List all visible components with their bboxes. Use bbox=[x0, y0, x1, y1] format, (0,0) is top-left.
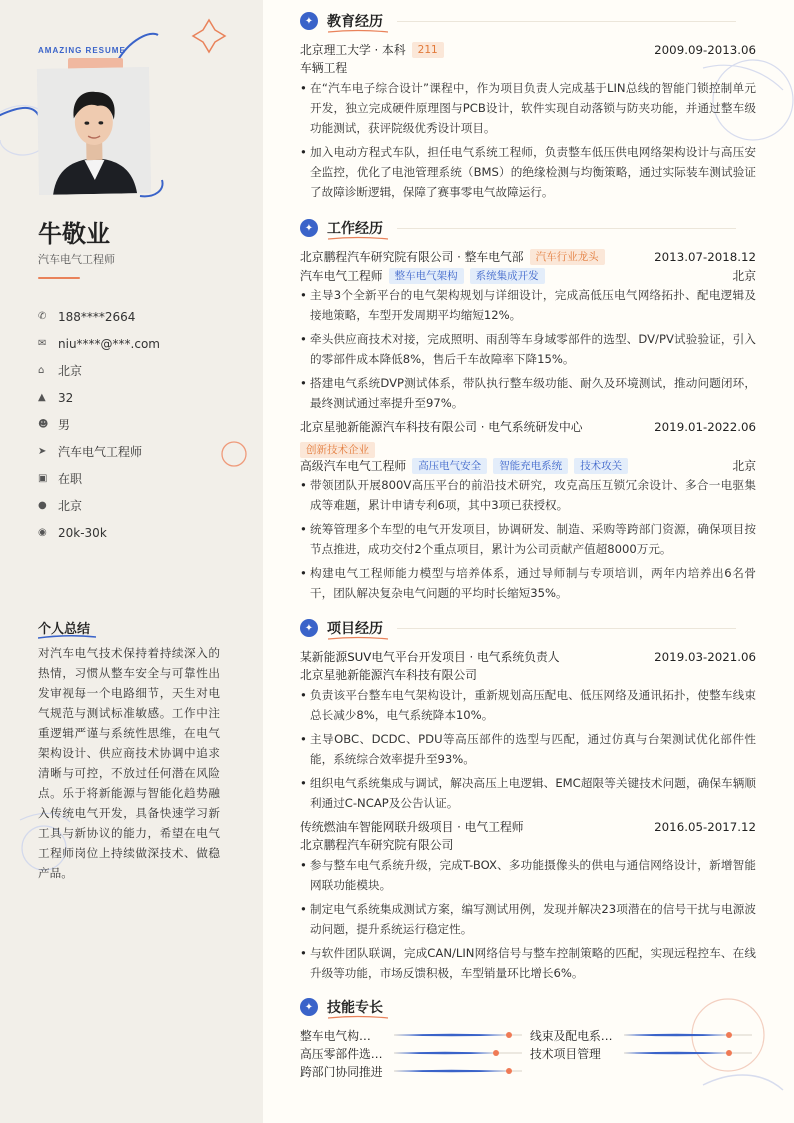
sparkle-icon: ✦ bbox=[300, 998, 318, 1016]
project-date: 2016.05-2017.12 bbox=[654, 819, 756, 834]
job-date: 2019.01-2022.06 bbox=[654, 419, 756, 434]
list-item: • 牵头供应商技术对接，完成照明、雨刮等车身域零部件的选型、DV/PV试验验证，引入的零部件成本降低8%，售后千车故障率下降15%。 bbox=[300, 329, 756, 369]
title-underline-decor bbox=[328, 1015, 388, 1020]
skill-fill bbox=[624, 1052, 729, 1055]
contact-status-text: 在职 bbox=[58, 472, 83, 486]
list-item: • 加入电动方程式车队，担任电气系统工程师，负责整车低压供电网络架构设计与高压安全监控，优化了电池管理系统（BMS）的绝缘检测与均衡策略，通过实际装车测试验证了故障诊断逻辑，保障了赛事零电气故障运行。 bbox=[300, 142, 756, 202]
list-item: • 统筹管理多个车型的电气开发项目，协调研发、制造、采购等跨部门资源，确保项目按节点推进，成功交付2个重点项目，累计为公司贡献产值超8000万元。 bbox=[300, 519, 756, 559]
skill-item bbox=[530, 1026, 752, 1044]
section-work-title: 工作经历 bbox=[327, 221, 383, 237]
job-skill-tag: 技术攻关 bbox=[574, 458, 628, 474]
job-company-tag: 创新技术企业 bbox=[300, 442, 375, 458]
contact-gender-text: 男 bbox=[58, 418, 71, 432]
send-icon: ➤ bbox=[38, 446, 47, 457]
avatar-illustration bbox=[37, 67, 151, 195]
section-education bbox=[300, 10, 756, 206]
contact-list bbox=[38, 303, 160, 546]
project-date: 2019.03-2021.06 bbox=[654, 649, 756, 664]
skill-bar bbox=[394, 1067, 522, 1075]
skill-level-dot bbox=[726, 1050, 732, 1056]
job-bullets bbox=[300, 475, 756, 603]
job-company-tag: 汽车行业龙头 bbox=[530, 249, 605, 265]
education-major: 车辆工程 bbox=[300, 61, 348, 75]
job-skill-tag: 智能充电系统 bbox=[493, 458, 568, 474]
education-tag: 211 bbox=[412, 42, 444, 58]
section-work bbox=[300, 217, 756, 607]
section-skills bbox=[300, 996, 417, 1018]
project-row bbox=[300, 647, 756, 666]
resume-tagline: AMAZING RESUME bbox=[38, 46, 126, 55]
skill-item bbox=[530, 1044, 752, 1062]
skill-fill bbox=[624, 1034, 729, 1037]
skill-label: 技术项目管理 bbox=[530, 1046, 601, 1061]
job-position: 高级汽车电气工程师 bbox=[300, 459, 407, 473]
job-skill-tag: 高压电气安全 bbox=[412, 458, 487, 474]
section-divider bbox=[397, 21, 736, 22]
project-org: 北京鹏程汽车研究院有限公司 bbox=[300, 838, 454, 852]
skill-item bbox=[300, 1062, 522, 1080]
job-bullets bbox=[300, 285, 756, 413]
list-item: • 带领团队开展800V高压平台的前沿技术研究，攻克高压互锁冗余设计、多合一电驱集成等难题，累计申请专利6项，其中3项已获授权。 bbox=[300, 475, 756, 515]
mail-icon: ✉ bbox=[38, 338, 47, 349]
list-item: • 负责该平台整车电气架构设计，重新规划高压配电、低压网络及通讯拓扑，使整车线束总长减少8%，电气系统降本10%。 bbox=[300, 685, 756, 725]
list-item: • 组织电气系统集成与调试，解决高压上电逻辑、EMC超限等关键技术问题，确保车辆顺利通过C-NCAP及公告认证。 bbox=[300, 773, 756, 813]
job-row bbox=[300, 247, 756, 266]
contact-location-text: 北京 bbox=[58, 499, 83, 513]
sidebar bbox=[0, 0, 263, 1123]
candidate-role: 汽车电气工程师 bbox=[38, 253, 115, 266]
skill-item bbox=[300, 1026, 522, 1044]
sparkle-icon: ✦ bbox=[300, 619, 318, 637]
summary-underline-decor bbox=[38, 634, 96, 640]
job-position-row bbox=[300, 456, 756, 475]
job-company: 北京星驰新能源汽车科技有限公司 · 电气系统研发中心 bbox=[300, 420, 583, 434]
job-city: 北京 bbox=[732, 269, 756, 283]
skill-bar bbox=[394, 1031, 522, 1039]
contact-home-text: 北京 bbox=[58, 364, 83, 378]
list-item: • 参与整车电气系统升级，完成T-BOX、多功能摄像头的供电与通信网络设计，新增智能网联功能模块。 bbox=[300, 855, 756, 895]
name-underline-decor bbox=[38, 277, 80, 280]
job-date: 2013.07-2018.12 bbox=[654, 249, 756, 264]
contact-age-text: 32 bbox=[58, 390, 74, 405]
phone-icon: ✆ bbox=[38, 311, 47, 322]
gender-icon: ☻ bbox=[38, 419, 49, 430]
job-skill-tag: 整车电气架构 bbox=[389, 268, 464, 284]
skill-bar bbox=[624, 1031, 752, 1039]
sparkle-icon: ✦ bbox=[300, 12, 318, 30]
candidate-name: 牛敬业 bbox=[38, 220, 110, 248]
project-name: 传统燃油车智能网联升级项目 · 电气工程师 bbox=[300, 820, 524, 834]
salary-icon: ◉ bbox=[38, 527, 47, 538]
project-bullets bbox=[300, 685, 756, 813]
list-item: • 主导OBC、DCDC、PDU等高压部件的选型与匹配，通过仿真与台架测试优化部件性能，系统综合效率提升至93%。 bbox=[300, 729, 756, 769]
profile-photo bbox=[38, 68, 150, 194]
skill-fill bbox=[394, 1034, 509, 1037]
section-skills-title: 技能专长 bbox=[327, 1000, 383, 1016]
education-date: 2009.09-2013.06 bbox=[654, 42, 756, 57]
section-projects bbox=[300, 617, 756, 987]
section-divider bbox=[397, 228, 736, 229]
briefcase-icon: ▣ bbox=[38, 473, 48, 484]
contact-email bbox=[38, 330, 160, 357]
title-underline-decor bbox=[328, 236, 388, 241]
job-position-row bbox=[300, 266, 756, 285]
list-item: • 制定电气系统集成测试方案，编写测试用例，发现并解决23项潜在的信号干扰与电源波动问题，提升系统运行稳定性。 bbox=[300, 899, 756, 939]
skill-label: 跨部门协同推进 bbox=[300, 1064, 383, 1079]
education-row bbox=[300, 40, 756, 59]
skill-fill bbox=[394, 1052, 496, 1055]
contact-phone-text: 188****2664 bbox=[58, 309, 136, 324]
job-company-tag-row bbox=[300, 436, 756, 456]
skill-level-dot bbox=[493, 1050, 499, 1056]
skill-bar bbox=[624, 1049, 752, 1057]
job-row bbox=[300, 417, 756, 436]
contact-home bbox=[38, 357, 160, 384]
project-name: 某新能源SUV电气平台开发项目 · 电气系统负责人 bbox=[300, 650, 560, 664]
list-item: • 搭建电气系统DVP测试体系，带队执行整车级功能、耐久及环境测试，推动问题闭环，最终测试通过率提升至97%。 bbox=[300, 373, 756, 413]
home-icon: ⌂ bbox=[38, 365, 45, 376]
project-row bbox=[300, 817, 756, 836]
main-content bbox=[263, 0, 794, 1123]
job-skill-tag: 系统集成开发 bbox=[470, 268, 545, 284]
project-org: 北京星驰新能源汽车科技有限公司 bbox=[300, 668, 477, 682]
skill-label: 线束及配电系… bbox=[530, 1028, 613, 1043]
cake-icon: ▲ bbox=[38, 392, 46, 403]
contact-salary bbox=[38, 519, 160, 546]
project-bullets bbox=[300, 855, 756, 983]
contact-gender bbox=[38, 411, 160, 438]
contact-status bbox=[38, 465, 160, 492]
skill-item bbox=[300, 1044, 522, 1062]
avatar bbox=[37, 67, 151, 195]
skill-label: 整车电气构… bbox=[300, 1028, 371, 1043]
skill-label: 高压零部件选… bbox=[300, 1046, 383, 1061]
location-icon: ● bbox=[38, 500, 47, 511]
contact-salary-text: 20k-30k bbox=[58, 525, 107, 540]
contact-email-text: niu****@***.com bbox=[58, 336, 160, 351]
list-item: • 在“汽车电子综合设计”课程中，作为项目负责人完成基于LIN总线的智能门锁控制单元开发，独立完成硬件原理图与PCB设计，软件实现自动落锁与防夹功能，并通过整车级功能测试，获评院级优秀设计项目。 bbox=[300, 78, 756, 138]
list-item: • 与软件团队联调，完成CAN/LIN网络信号与整车控制策略的匹配，实现远程控车、在线升级等功能，市场反馈积极，车型销量环比增长6%。 bbox=[300, 943, 756, 983]
job-city: 北京 bbox=[732, 459, 756, 473]
contact-location bbox=[38, 492, 160, 519]
contact-target-role-text: 汽车电气工程师 bbox=[58, 445, 143, 459]
skill-level-dot bbox=[506, 1068, 512, 1074]
summary-text: 对汽车电气技术保持着持续深入的热情，习惯从整车安全与可靠性出发审视每一个电路细节，天生对电气规范与测试标准敏感。工作中注重逻辑严谨与系统性思维，在电气架构设计、供应商技术协调中追求清晰与可控，不放过任何潜在风险点。乐于将新能源与智能化趋势融入传统电气开发，具备快速学习新工具与新协议的能力，希望在电气工程师岗位上持续做深技术、做稳产品。 bbox=[38, 646, 220, 880]
title-underline-decor bbox=[328, 29, 388, 34]
skill-level-dot bbox=[506, 1032, 512, 1038]
contact-target-role bbox=[38, 438, 160, 465]
list-item: • 构建电气工程师能力模型与培养体系，通过导师制与专项培训，两年内培养出6名骨干，团队解决复杂电气问题的平均时长缩短35%。 bbox=[300, 563, 756, 603]
title-underline-decor bbox=[328, 636, 388, 641]
list-item: • 主导3个全新平台的电气架构规划与详细设计，完成高低压电气网络拓扑、配电逻辑及接地策略，车型开发周期平均缩短12%。 bbox=[300, 285, 756, 325]
education-bullets bbox=[300, 78, 756, 202]
section-divider bbox=[397, 628, 736, 629]
skill-fill bbox=[394, 1070, 509, 1073]
sparkle-icon: ✦ bbox=[300, 219, 318, 237]
section-education-title: 教育经历 bbox=[327, 14, 383, 30]
job-company: 北京鹏程汽车研究院有限公司 · 整车电气部 bbox=[300, 250, 524, 264]
skill-level-dot bbox=[726, 1032, 732, 1038]
summary-title: 个人总结 bbox=[38, 622, 91, 637]
section-projects-title: 项目经历 bbox=[327, 621, 383, 637]
contact-age bbox=[38, 384, 160, 411]
contact-phone bbox=[38, 303, 160, 330]
skill-bar bbox=[394, 1049, 522, 1057]
job-position: 汽车电气工程师 bbox=[300, 269, 383, 283]
education-school: 北京理工大学 · 本科 bbox=[300, 43, 406, 57]
